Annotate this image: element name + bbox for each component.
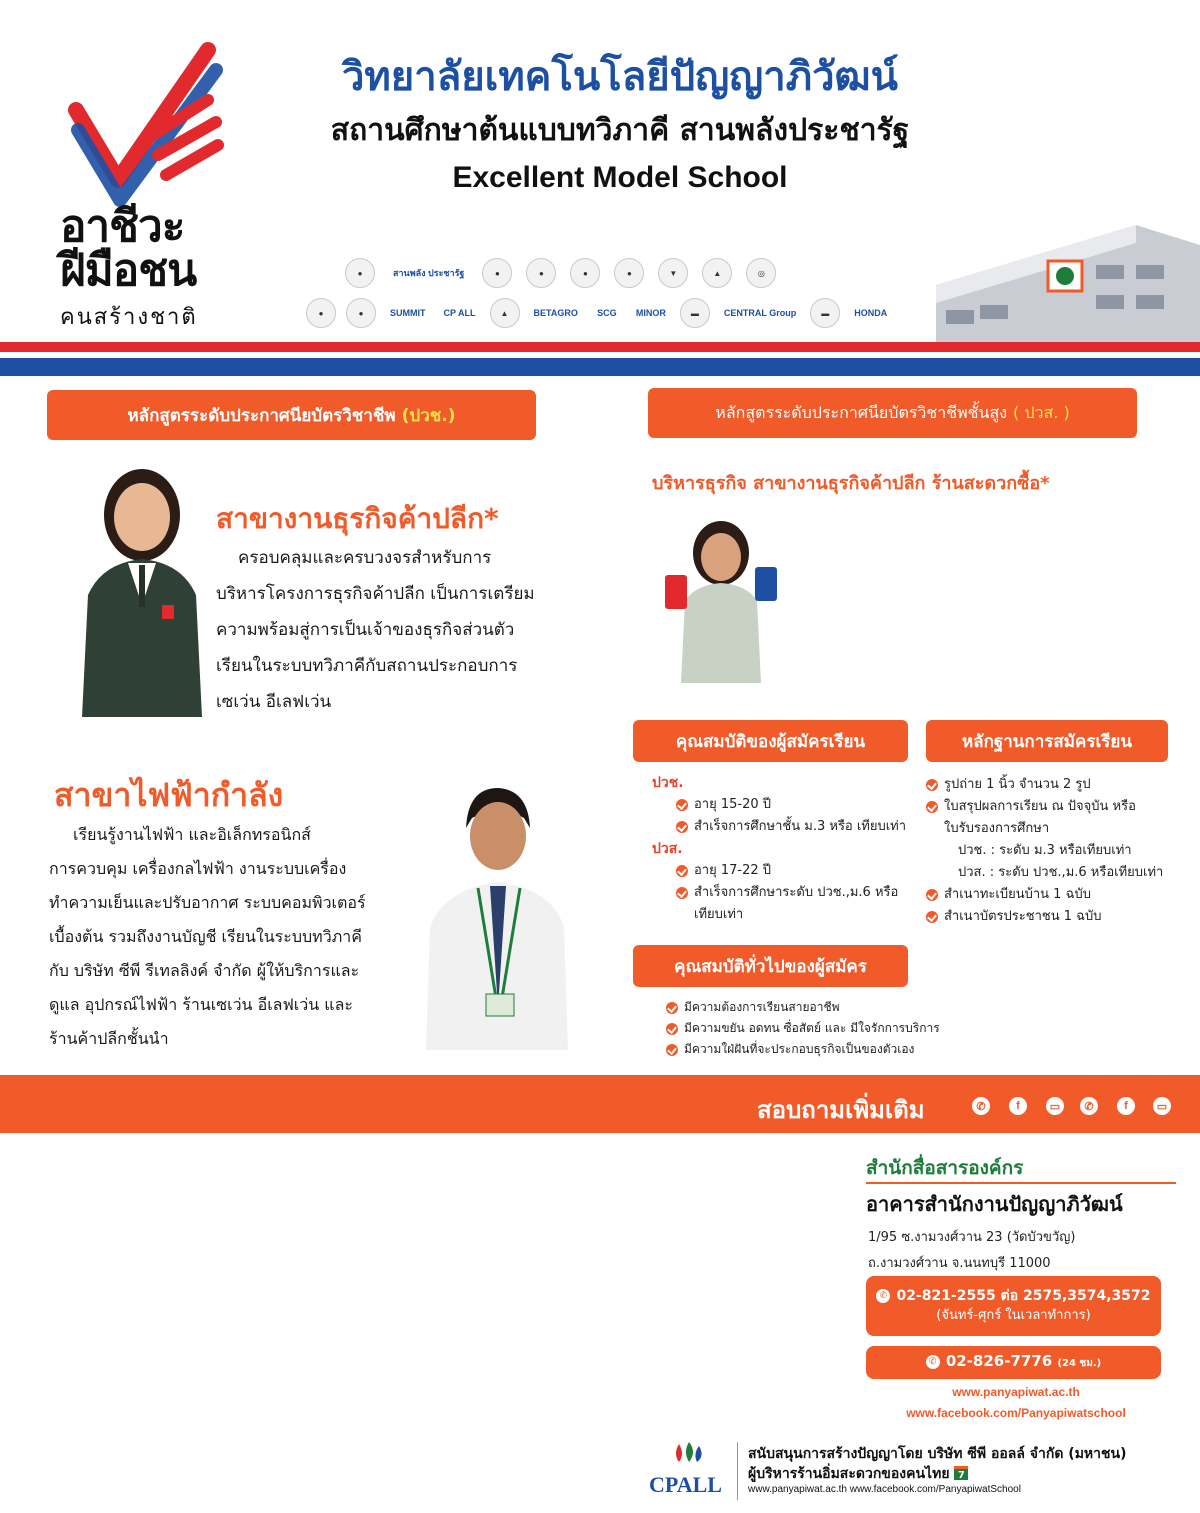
partner-cpall-logo: CP ALL bbox=[440, 298, 480, 328]
header-stripe-red bbox=[0, 342, 1200, 352]
general-text: มีความใฝ่ฝันที่จะประกอบธุรกิจเป็นของตัวเอง bbox=[684, 1042, 915, 1056]
doc-text: สำเนาทะเบียนบ้าน 1 ฉบับ bbox=[944, 887, 1091, 902]
logo-line2: ฝีมือชน bbox=[60, 245, 197, 296]
pill-highlight: (ปวช.) bbox=[401, 405, 456, 426]
general-list bbox=[666, 997, 986, 1060]
partner-betagro-logo: BETAGRO bbox=[530, 298, 582, 328]
partner-badge-icon: ● bbox=[346, 298, 376, 328]
cpall-logo bbox=[645, 1440, 735, 1500]
doc-item bbox=[926, 884, 1196, 906]
student-female-cups-photo bbox=[655, 515, 783, 683]
partner-emblem-icon: ● bbox=[482, 258, 512, 288]
student-female-photo bbox=[62, 455, 222, 717]
general-item bbox=[666, 1018, 986, 1039]
phone-icon: ✆ bbox=[876, 1289, 890, 1303]
partner-shield-icon: ▼ bbox=[658, 258, 688, 288]
partner-pracharat-logo: สานพลัง ประชารัฐ bbox=[389, 258, 468, 288]
partner-badge-icon: ● bbox=[306, 298, 336, 328]
facebook-link[interactable]: www.facebook.com/Panyapiwatschool bbox=[906, 1406, 1126, 1420]
college-subtitle: สถานศึกษาต้นแบบทวิภาคี สานพลังประชารัฐ bbox=[330, 113, 910, 148]
chat-icon[interactable]: ▭ bbox=[1046, 1097, 1064, 1115]
phone-icon: ✆ bbox=[926, 1355, 940, 1369]
documents-list bbox=[926, 774, 1196, 928]
partner-swirl-icon: ◎ bbox=[746, 258, 776, 288]
sponsor-web: www.panyapiwat.ac.th www.facebook.com/PanyapiwatSchool bbox=[748, 1484, 1021, 1495]
pill-label: หลักสูตรระดับประกาศนียบัตรวิชาชีพ bbox=[127, 405, 396, 426]
partner-triangle-icon: ▲ bbox=[702, 258, 732, 288]
doc-text: รูปถ่าย 1 นิ้ว จำนวน 2 รูป bbox=[944, 777, 1091, 792]
partner-badge-icon: ▲ bbox=[490, 298, 520, 328]
qual-text: สำเร็จการศึกษาชั้น ม.3 หรือ เทียบเท่า bbox=[694, 819, 907, 834]
doc-item bbox=[926, 906, 1196, 928]
desc-line: ทำความเย็นและปรับอากาศ ระบบคอมพิวเตอร์ bbox=[49, 893, 366, 912]
phone-icon[interactable]: ✆ bbox=[1080, 1097, 1098, 1115]
phone-box-office[interactable] bbox=[866, 1276, 1161, 1336]
check-icon bbox=[926, 779, 938, 791]
phone-note: (จันทร์-ศุกร์ ในเวลาทำการ) bbox=[936, 1308, 1091, 1323]
doc-subtext: ปวส. : ระดับ ปวช.,ม.6 หรือเทียบเท่า bbox=[958, 865, 1164, 880]
logo-line3: คนสร้างชาติ bbox=[60, 305, 198, 330]
title-block bbox=[260, 52, 980, 200]
header bbox=[0, 0, 1200, 342]
qual-item bbox=[652, 860, 922, 882]
sponsor-line2 bbox=[748, 1463, 968, 1485]
desc-line: กับ บริษัท ซีพี รีเทลลิงค์ จำกัด ผู้ให้บริการและ bbox=[49, 961, 360, 980]
check-icon bbox=[666, 1002, 678, 1014]
general-item bbox=[666, 1039, 986, 1060]
check-icon bbox=[676, 887, 688, 899]
sponsor-line1: สนับสนุนการสร้างปัญญาโดย บริษัท ซีพี ออลล์ จำกัด (มหาชน) bbox=[748, 1446, 1127, 1462]
pill-application-documents: หลักฐานการสมัครเรียน bbox=[926, 720, 1168, 762]
partner-central-logo: CENTRAL Group bbox=[720, 298, 800, 328]
logo-wordmark bbox=[60, 201, 240, 334]
check-icon bbox=[676, 821, 688, 833]
facebook-icon[interactable]: f bbox=[1117, 1097, 1135, 1115]
level-label: ปวส. bbox=[652, 841, 683, 857]
phone-icon[interactable]: ✆ bbox=[972, 1097, 990, 1115]
major-business-title: บริหารธุรกิจ สาขางานธุรกิจค้าปลีก ร้านสะดวกซื้อ* bbox=[652, 473, 1050, 494]
major-electric-description bbox=[49, 818, 419, 1056]
level-label: ปวช. bbox=[652, 775, 684, 791]
partner-minor-logo: MINOR bbox=[632, 298, 670, 328]
chat-icon[interactable]: ▭ bbox=[1153, 1097, 1171, 1115]
office-name: สำนักสื่อสารองค์กร bbox=[866, 1157, 1024, 1179]
qual-text-continued: เทียบเท่า bbox=[694, 907, 744, 922]
major-retail-title: สาขางานธุรกิจค้าปลีก* bbox=[216, 502, 499, 535]
cpall-logo-text: CPALL bbox=[649, 1472, 722, 1497]
general-text: มีความขยัน อดทน ซื่อสัตย์ และ มีใจรักการบริการ bbox=[684, 1021, 940, 1035]
check-icon bbox=[666, 1044, 678, 1056]
desc-line: บริหารโครงการธุรกิจค้าปลีก เป็นการเตรียม bbox=[216, 584, 535, 604]
pill-higher-vocational-certificate bbox=[648, 388, 1137, 438]
check-icon bbox=[676, 799, 688, 811]
desc-line: เรียนรู้งานไฟฟ้า และอิเล็กทรอนิกส์ bbox=[73, 825, 311, 844]
sponsor-divider bbox=[737, 1442, 738, 1500]
logo-line1: อาชีวะ bbox=[60, 201, 185, 252]
major-retail-description bbox=[216, 540, 596, 720]
desc-line: ร้านค้าปลีกชั้นนำ bbox=[49, 1029, 169, 1048]
doc-text-continued: ใบรับรองการศึกษา bbox=[944, 821, 1050, 836]
phone-box-24h[interactable] bbox=[866, 1346, 1161, 1379]
doc-item bbox=[926, 796, 1196, 818]
doc-item bbox=[926, 774, 1196, 796]
desc-line: ครอบคลุมและครบวงจรสำหรับการ bbox=[238, 548, 492, 568]
seven-eleven-icon: 7 bbox=[954, 1466, 968, 1480]
pill-general-qualifications: คุณสมบัติทั่วไปของผู้สมัคร bbox=[633, 945, 908, 987]
desc-line: เรียนในระบบทวิภาคีกับสถานประกอบการ bbox=[216, 656, 518, 676]
doc-text: สำเนาบัตรประชาชน 1 ฉบับ bbox=[944, 909, 1102, 924]
pill-highlight: ( ปวส. ) bbox=[1013, 402, 1070, 422]
partner-emblem-icon: ● bbox=[614, 258, 644, 288]
college-english-tagline: Excellent Model School bbox=[452, 161, 788, 194]
qual-item bbox=[652, 882, 922, 904]
qual-item bbox=[652, 794, 922, 816]
partner-badge-icon: ▬ bbox=[680, 298, 710, 328]
check-icon bbox=[926, 911, 938, 923]
contact-bar-title: สอบถามเพิ่มเติม bbox=[757, 1096, 925, 1124]
qual-text: อายุ 17-22 ปี bbox=[694, 863, 772, 878]
partner-logos-row2 bbox=[306, 298, 891, 328]
office-building: อาคารสำนักงานปัญญาภิวัฒน์ bbox=[866, 1192, 1123, 1216]
partner-badge-icon: ▬ bbox=[810, 298, 840, 328]
desc-line: เซเว่น อีเลฟเว่น bbox=[216, 692, 332, 712]
partner-honda-logo: HONDA bbox=[850, 298, 891, 328]
qual-text: สำเร็จการศึกษาระดับ ปวช.,ม.6 หรือ bbox=[694, 885, 899, 900]
check-hand-logo-icon bbox=[58, 30, 228, 230]
partner-scg-logo: SCG bbox=[592, 298, 622, 328]
partner-summit-logo: SUMMIT bbox=[386, 298, 430, 328]
desc-line: ดูแล อุปกรณ์ไฟฟ้า ร้านเซเว่น อีเลฟเว่น และ bbox=[49, 995, 353, 1014]
phone-note: (24 ชม.) bbox=[1057, 1358, 1102, 1369]
office-address-line1: 1/95 ซ.งามวงศ์วาน 23 (วัดบัวขวัญ) bbox=[868, 1230, 1076, 1245]
header-stripe-blue bbox=[0, 358, 1200, 376]
phone-line bbox=[866, 1286, 1161, 1306]
qual-item bbox=[652, 816, 922, 838]
major-electric-title: สาขาไฟฟ้ากำลัง bbox=[54, 776, 284, 814]
qual-text: อายุ 15-20 ปี bbox=[694, 797, 772, 812]
desc-line: เบื้องต้น รวมถึงงานบัญชี เรียนในระบบทวิภาคี bbox=[49, 927, 362, 946]
check-icon bbox=[666, 1023, 678, 1035]
website-link[interactable]: www.panyapiwat.ac.th bbox=[952, 1385, 1080, 1399]
partner-seal-icon: ● bbox=[345, 258, 375, 288]
pill-applicant-qualifications: คุณสมบัติของผู้สมัครเรียน bbox=[633, 720, 908, 762]
college-title: วิทยาลัยเทคโนโลยีปัญญาภิวัฒน์ bbox=[341, 54, 899, 100]
phone-number: 02-826-7776 bbox=[945, 1352, 1053, 1370]
campus-building-image bbox=[936, 225, 1200, 342]
pill-label: หลักสูตรระดับประกาศนียบัตรวิชาชีพชั้นสูง bbox=[715, 402, 1008, 422]
office-address-line2: ถ.งามวงศ์วาน จ.นนทบุรี 11000 bbox=[868, 1256, 1051, 1271]
check-icon bbox=[676, 865, 688, 877]
desc-line: ความพร้อมสู่การเป็นเจ้าของธุรกิจส่วนตัว bbox=[216, 620, 515, 640]
pill-vocational-certificate bbox=[47, 390, 536, 440]
check-icon bbox=[926, 889, 938, 901]
partner-emblem-icon: ● bbox=[526, 258, 556, 288]
doc-text: ใบสรุปผลการเรียน ณ ปัจจุบัน หรือ bbox=[944, 799, 1136, 814]
general-item bbox=[666, 997, 986, 1018]
partner-emblem-icon: ● bbox=[570, 258, 600, 288]
facebook-icon[interactable]: f bbox=[1009, 1097, 1027, 1115]
doc-subtext: ปวช. : ระดับ ม.3 หรือเทียบเท่า bbox=[958, 843, 1132, 858]
desc-line: การควบคุม เครื่องกลไฟฟ้า งานระบบเครื่อง bbox=[49, 859, 347, 878]
check-icon bbox=[926, 801, 938, 813]
sponsor-line2-text: ผู้บริหารร้านอิ่มสะดวกของคนไทย bbox=[748, 1466, 950, 1482]
office-divider bbox=[866, 1182, 1176, 1184]
student-male-photo bbox=[418, 778, 576, 1050]
phone-number: 02-821-2555 ต่อ 2575,3574,3572 bbox=[896, 1288, 1151, 1304]
qualifications-list bbox=[652, 772, 922, 926]
general-text: มีความต้องการเรียนสายอาชีพ bbox=[684, 1000, 840, 1014]
partner-logos-row1 bbox=[345, 258, 776, 288]
